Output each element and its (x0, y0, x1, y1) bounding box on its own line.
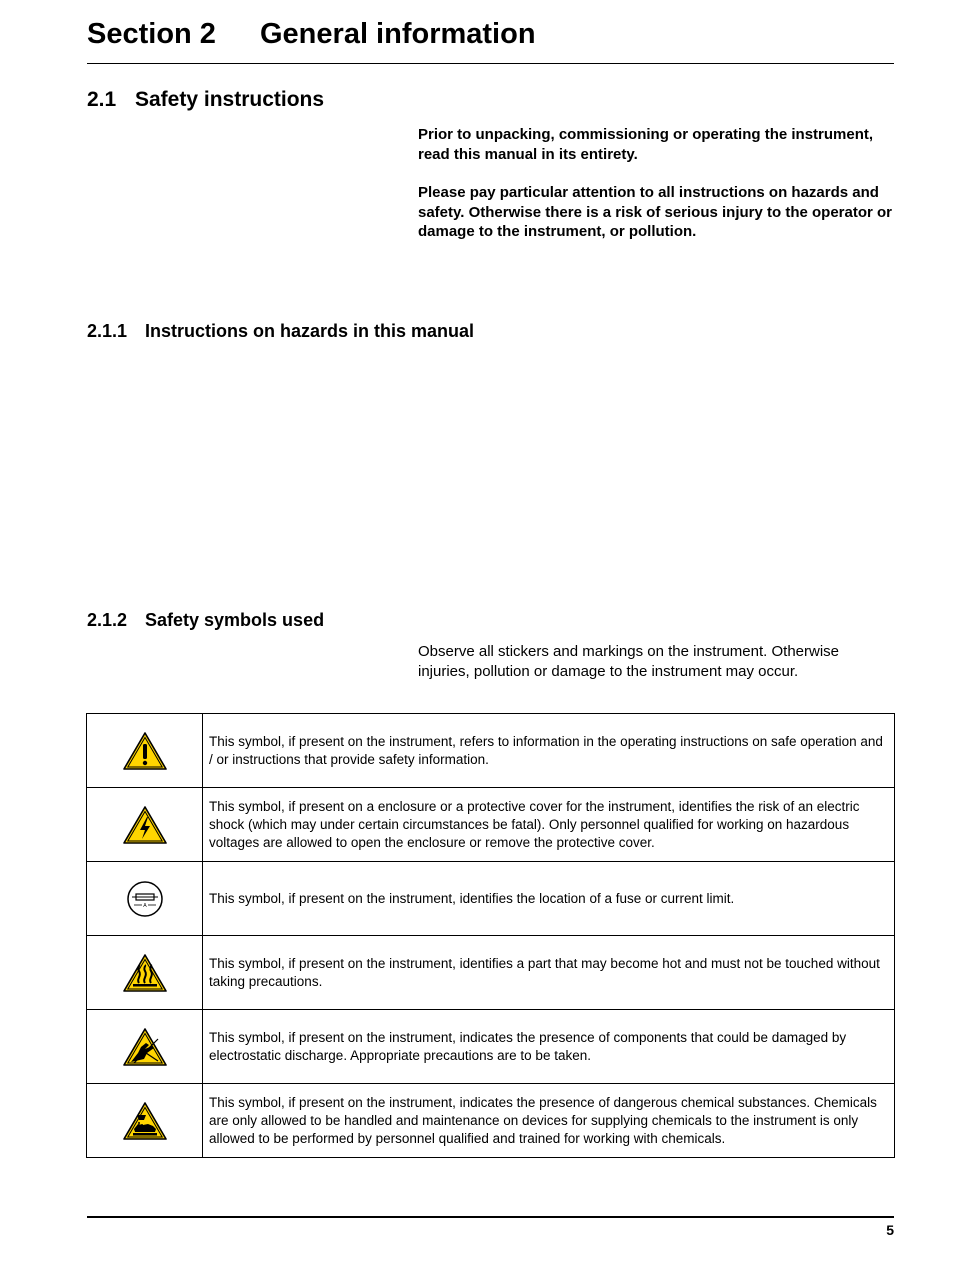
symbol-cell (87, 788, 203, 862)
symbols-intro: Observe all stickers and markings on the instrument. Otherwise injuries, pollution or damage to the instrument may occur. (418, 643, 840, 680)
symbol-description: This symbol, if present on the instrument, indicates the presence of dangerous chemical substances. Chemicals are only allowed to be handled and maintenance on devices for supplying chemicals to the instrument is only allowed to be performed by personnel qualified and trained for working with chemicals. (203, 1084, 895, 1158)
symbol-cell (87, 714, 203, 788)
heading-hazard-instructions (87, 321, 474, 342)
table-row (87, 714, 895, 788)
safety-paragraph-2: Please pay particular attention to all instructions on hazards and safety. Otherwise there is a risk of serious injury to the operator or damage to the instrument, or pollution. (418, 184, 893, 240)
table-row (87, 1010, 895, 1084)
heading-safety-instructions (87, 88, 324, 112)
table-row (87, 1084, 895, 1158)
hot-surface-icon (122, 953, 168, 993)
heading-safety-symbols (87, 610, 324, 631)
footer-rule (87, 1216, 894, 1218)
heading-text: Safety instructions (135, 88, 325, 111)
symbol-description: This symbol, if present on the instrument, refers to information in the operating instructions on safe operation and / or instructions that provide safety information. (203, 714, 895, 788)
symbol-description: This symbol, if present on the instrument, indicates the presence of components that could be damaged by electrostatic discharge. Appropriate precautions are to be taken. (203, 1010, 895, 1084)
symbol-cell (87, 862, 203, 936)
symbol-description: This symbol, if present on the instrument, identifies the location of a fuse or current limit. (203, 862, 895, 936)
heading-number: 2.1.1 (87, 321, 128, 341)
general-warning-icon (122, 731, 168, 771)
page-number: 5 (886, 1222, 894, 1238)
electric-shock-icon (122, 805, 168, 845)
heading-text: Instructions on hazards in this manual (145, 321, 475, 341)
safety-symbols-table (86, 713, 895, 1158)
fuse-icon (125, 879, 165, 919)
electrostatic-discharge-icon (122, 1027, 168, 1067)
symbol-cell (87, 1010, 203, 1084)
section-name: General information (260, 18, 536, 50)
heading-number: 2.1 (87, 88, 117, 111)
svg-text:A: A (142, 902, 147, 909)
symbol-cell (87, 936, 203, 1010)
heading-text: Safety symbols used (145, 610, 325, 630)
section-title (87, 18, 536, 51)
chemical-hazard-icon (122, 1101, 168, 1141)
heading-number: 2.1.2 (87, 610, 128, 630)
header-rule (87, 63, 894, 64)
symbol-cell (87, 1084, 203, 1158)
symbol-description: This symbol, if present on the instrument, identifies a part that may become hot and must not be touched without taking precautions. (203, 936, 895, 1010)
safety-paragraph-1: Prior to unpacking, commissioning or operating the instrument, read this manual in its entirety. (418, 126, 874, 163)
table-row (87, 936, 895, 1010)
section-number: Section 2 (87, 18, 216, 50)
table-row (87, 788, 895, 862)
symbol-description: This symbol, if present on a enclosure or a protective cover for the instrument, identifies the risk of an electric shock (which may under certain circumstances be fatal). Only personnel qualified for working on hazardous voltages are allowed to open the enclosure or remove the protective cover. (203, 788, 895, 862)
table-row (87, 862, 895, 936)
